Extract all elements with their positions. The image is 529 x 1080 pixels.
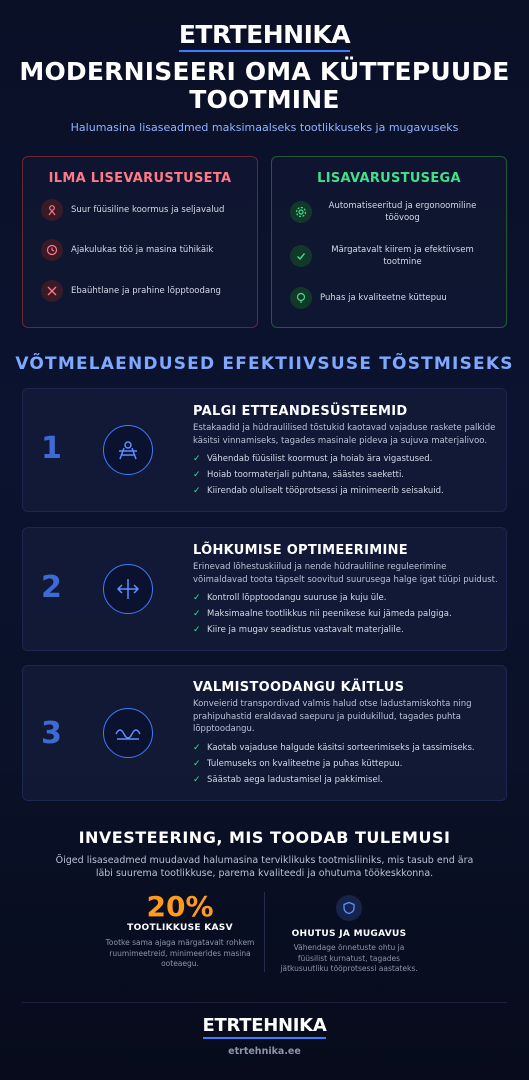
gear-icon [290,201,312,223]
brand-logo[interactable]: ETRTEHNIKA [0,20,529,49]
hero-subtitle: Halumasina lisaseadmed maksimaalseks tootlikkuseks ja mugavuseks [70,121,459,134]
stat-productivity-label: TOOTLIKKUSE KASV [127,923,233,933]
conveyor-icon [103,708,153,758]
split-arrows-icon [103,564,153,614]
feature-number: 1 [41,431,62,466]
check-icon: ✓ [193,454,201,464]
check-icon: ✓ [193,470,201,480]
compare-title-without: ILMA LISEVARUSTUSETA [48,171,232,186]
hero-title: MODERNISEERI OMA KÜTTEPUUDE TOOTMINE [19,57,510,114]
without-item: Ebaühtlane ja prahine lõpptoodang [41,278,246,304]
cross-tools-icon [41,280,63,302]
feature-bullet: ✓ Tulemuseks on kvaliteetne ja puhas küttepuu. [193,759,403,769]
compare-title-with: LISAVARUSTUSEGA [317,171,461,186]
footer-divider [22,1002,507,1003]
feature-card [22,665,507,801]
check-icon: ✓ [193,625,201,635]
log-feed-icon [103,425,153,475]
with-item: Märgatavalt kiirem ja efektiivsem tootmine [290,243,495,269]
feature-bullet: ✓ Kaotab vajaduse halgude käsitsi sorteerimiseks ja tassimiseks. [193,743,475,753]
feature-bullet: ✓ Vähendab füüsilist koormust ja hoiab ära vigastused. [193,454,433,464]
without-item: Ajakulukas töö ja masina tühikäik [41,237,246,263]
check-icon: ✓ [193,759,201,769]
tree-icon [290,287,312,309]
feature-number: 3 [41,716,62,751]
feature-title: PALGI ETTEANDESÜSTEEMID [193,404,408,419]
feature-bullet: ✓ Maksimaalne tootlikkus nii peenikese kui jämeda palgiga. [193,609,452,619]
features-section-title: VÕTMELAENDUSED EFEKTIIVSUSE TÕSTMISEKS [15,354,514,374]
feature-card [22,527,507,651]
invest-description: Õiged lisaseadmed muudavad halumasina terviklikuks tootmisliiniks, mis tasub end ära läbi suurema tootlikkuse, parema kvaliteedi ja ohutuma töökeskkonna. [55,855,474,879]
feature-bullet: ✓ Hoiab toormaterjali puhtana, säästes saeketti. [193,470,405,480]
check-icon: ✓ [193,743,201,753]
feature-number: 2 [41,570,62,605]
check-icon: ✓ [193,775,201,785]
check-icon: ✓ [193,609,201,619]
shield-icon [336,895,362,921]
clock-icon [41,239,63,261]
feature-bullet: ✓ Kiire ja mugav seadistus vastavalt materjalile. [193,625,404,635]
footer-logo[interactable]: ETRTEHNIKA [0,1015,529,1036]
with-item: Puhas ja kvaliteetne küttepuu [290,285,495,311]
feature-description: Konveierid transpordivad valmis halud otse ladustamiskohta ning prahipuhastid eraldavad saepuru ja puidukillud, tagades puhta lõpptoodangu. [193,699,472,734]
feature-description: Erinevad lõhestuskiilud ja nende hüdrauliline reguleerimine võimaldavad toota täpselt soovitud suurusega halge igat tüüpi puidust. [193,562,498,585]
without-item: Suur füüsiline koormus ja seljavalud [41,197,246,223]
check-icon: ✓ [193,593,201,603]
with-item: Automatiseeritud ja ergonoomiline töövoog [290,199,495,225]
invest-title: INVESTEERING, MIS TOODAB TULEMUSI [78,828,451,847]
compare-card-without [22,156,258,328]
stat-safety-label: OHUTUS JA MUGAVUS [291,929,407,939]
feature-description: Estakaadid ja hüdraulilised tõstukid kaotavad vajaduse raskete palkide käsitsi vinnamiseks, tagades masinale pideva ja sujuva materjalivoo. [193,423,496,446]
feature-bullet: ✓ Kontroll lõpptoodangu suuruse ja kuju üle. [193,593,387,603]
check-icon [290,245,312,267]
feature-card [22,388,507,512]
feature-bullet: ✓ Kiirendab oluliselt tööprotsessi ja minimeerib seisakuid. [193,486,444,496]
stat-productivity-value: 20% [146,890,214,923]
footer-url-link[interactable]: etrtehnika.ee [228,1046,301,1057]
feature-title: VALMISTOODANGU KÄITLUS [193,680,405,695]
strain-icon [41,199,63,221]
check-icon: ✓ [193,486,201,496]
stat-safety-description: Vähendage õnnetuste ohtu ja füüsilist kurnatust, tagades jätkusuutliku tööprotsessi aastateks. [280,943,418,973]
feature-bullet: ✓ Säästab aega ladustamisel ja pakkimisel. [193,775,383,785]
stat-productivity-description: Tootke sama ajaga märgatavalt rohkem ruumimeetreid, minimeerides masina ooteaegu. [105,938,255,968]
compare-card-with [271,156,507,328]
stat-divider [264,892,265,972]
feature-title: LÕHKUMISE OPTIMEERIMINE [193,543,408,558]
